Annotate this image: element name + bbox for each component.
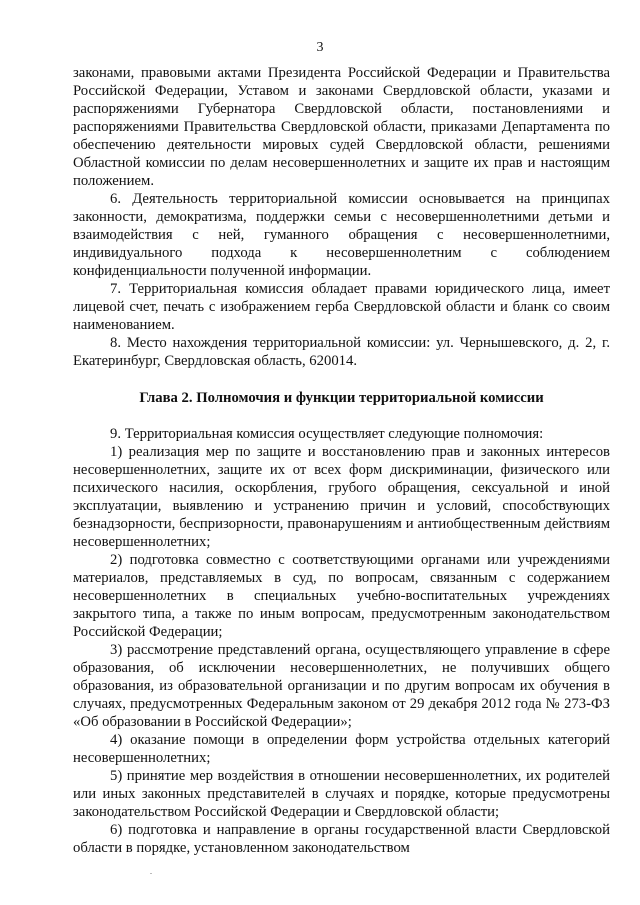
paragraph-item-9: 9. Территориальная комиссия осуществляет следующие полномочия: bbox=[110, 426, 544, 442]
paragraph-item-7: 7. Территориальная комиссия обладает правами юридического лица, имеет лицевой счет, печать с изображением герба Свердловской области и бланк со своим наименованием. bbox=[73, 281, 610, 333]
subitem-4: 4) оказание помощи в определении форм устройства отдельных категорий несовершеннолетних; bbox=[73, 732, 610, 766]
subitem-5: 5) принятие мер воздействия в отношении несовершеннолетних, их родителей или иных законных представителей в случаях и порядке, которые предусмотрены законодательством Российской Федерации и Свердловской области; bbox=[73, 768, 610, 820]
subitem-1: 1) реализация мер по защите и восстановлению прав и законных интересов несовершеннолетних, защите их от всех форм дискриминации, физического или психического насилия, оскорбления, грубого обращения, сексуальной и иной эксплуатации, выявлению и устранению причин и условий, способствующих безнадзорности, беспризорности, правонарушениям и антиобщественным действиям несовершеннолетних; bbox=[73, 444, 610, 550]
paragraph-item-6: 6. Деятельность территориальной комиссии основывается на принципах законности, демократизма, поддержки семьи с несовершеннолетними детьми и взаимодействия с ней, гуманного обращения с несовершеннолетними, индивидуального подхода к несовершеннолетним с соблюдением конфиденциальности полученной информации. bbox=[73, 191, 610, 279]
paragraph-continuation: законами, правовыми актами Президента Российской Федерации и Правительства Российской Федерации, Уставом и законами Свердловской области, указами и распоряжениями Губернатора Свердловской области, постановлениями и распоряжениями Правительства Свердловской области, приказами Департамента по обеспечению деятельности мировых судей Свердловской области, решениями Областной комиссии по делам несовершеннолетних и защите их прав и настоящим положением. bbox=[73, 65, 610, 189]
subitem-3: 3) рассмотрение представлений органа, осуществляющего управление в сфере образования, об исключении несовершеннолетних, не получивших общего образования, из образовательной организации и по другим вопросам их обучения в случаях, предусмотренных Федеральным законом от 29 декабря 2012 года № 273-ФЗ «Об образовании в Российской Федерации»; bbox=[73, 642, 610, 730]
page-number: 3 bbox=[316, 40, 324, 55]
document-body bbox=[73, 64, 610, 857]
scan-speck bbox=[150, 873, 152, 874]
subitem-2: 2) подготовка совместно с соответствующими органами или учреждениями материалов, представляемых в суд, по вопросам, связанным с содержанием несовершеннолетних в специальных учебно-воспитательных учреждениях закрытого типа, а также по иным вопросам, предусмотренным законодательством Российской Федерации; bbox=[73, 552, 610, 640]
paragraph-item-8: 8. Место нахождения территориальной комиссии: ул. Чернышевского, д. 2, г. Екатеринбург, Свердловская область, 620014. bbox=[73, 335, 610, 369]
chapter-heading: Глава 2. Полномочия и функции территориальной комиссии bbox=[139, 390, 544, 406]
subitem-6: 6) подготовка и направление в органы государственной власти Свердловской области в порядке, установленном законодательством bbox=[73, 822, 610, 856]
